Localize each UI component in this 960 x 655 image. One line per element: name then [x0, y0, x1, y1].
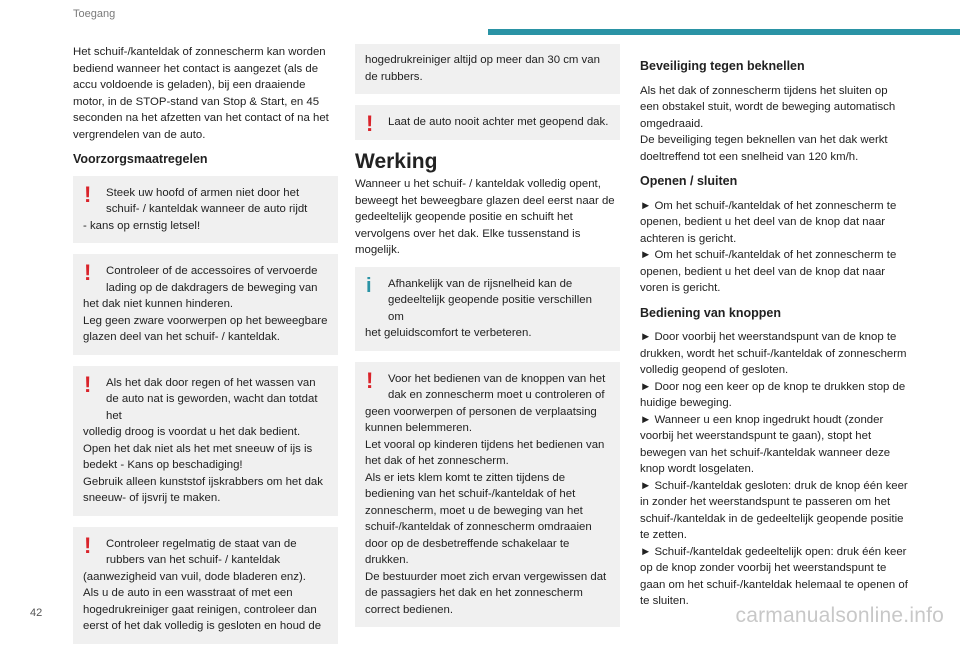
warning-lead: Controleer of de accessoires of vervoerde lading op de dakdragers de beweging van [106, 265, 318, 294]
heading-voorzorgsmaatregelen: Voorzorgsmaatregelen [73, 152, 208, 166]
header-accent-bar [488, 29, 960, 35]
warning-lead: Laat de auto nooit achter met geopend dak. [388, 116, 609, 128]
heading-werking: Werking [355, 149, 438, 173]
exclamation-mark-icon: ! [84, 532, 92, 558]
exclamation-mark-icon: ! [84, 260, 92, 285]
warning-lead: Voor het bedienen van de knoppen van het dak en zonnescherm moet u controleren of [388, 372, 606, 401]
warning-text: hogedrukreiniger altijd op meer dan 30 cm van de rubbers. [365, 54, 600, 83]
column-1 [73, 44, 338, 655]
warning-text: geen voorwerpen of personen de verplaatsing kunnen belemmeren. Let vooral op kinderen tijdens het bedienen van het dak of het zonnescherm. Als er iets klem komt te zitten tijdens de bediening van het schuif-/kanteldak of het zonnescherm, moet u de beweging van het schuif-/kanteldak of zonnescherm omdraaien door op de desbetreffende schakelaar te drukken. De bestuurder moet zich ervan vergewissen dat de passagiers het dak en het zonnescherm correct bedienen. [365, 405, 607, 616]
info-box [355, 267, 620, 351]
exclamation-mark-icon: ! [84, 371, 92, 397]
warning-text: het dak niet kunnen hinderen. Leg geen zware voorwerpen op het beweegbare glazen deel van het schuif- / kanteldak. [83, 298, 328, 343]
exclamation-mark-icon: ! [366, 111, 374, 136]
warning-text: - kans op ernstig letsel! [83, 219, 201, 232]
heading-openen-sluiten: Openen / sluiten [640, 174, 738, 188]
bediening-paragraph: ► Door voorbij het weerstandspunt van de knop te drukken, wordt het schuif-/kanteldak of zonnescherm volledig geopend of gesloten. ► Door nog een keer op de knop te drukken stop de huidige beweging. ► Wanneer u een knop ingedrukt houdt (zonder voorbij het weerstandspunt te gaan), stopt het bewegen van het schuif-/kanteldak wanneer deze knop wordt losgelaten. ► Schuif-/kanteldak gesloten: druk de knop één keer in zonder het weerstandspunt te passeren om het schuif-/kanteldak in de gedeeltelijk geopende positie te zetten. ► Schuif-/kanteldak gedeeltelijk open: druk één keer op de knop zonder voorbij het weerstandspunt te gaan om het schuif-/kanteldak helemaal te openen of te sluiten. [640, 331, 908, 607]
warning-text: (aanwezigheid van vuil, dode bladeren enz). Als u de auto in een wasstraat of met een hogedrukreiniger gaat reinigen, controleer dan eerst of het dak volledig is gesloten en houd de [83, 570, 322, 632]
werking-paragraph: Wanneer u het schuif- / kanteldak volledig opent, beweegt het beweegbare glazen deel eerst naar de gedeeltelijk geopende positie en schuift het vervolgens over het dak. Elke tussenstand is mogelijk. [355, 178, 615, 256]
info-i-icon: i [366, 274, 372, 297]
warning-box [73, 527, 338, 644]
warning-box [73, 254, 338, 355]
page-number: 42 [30, 607, 43, 619]
column-3 [640, 44, 908, 618]
warning-box-continued [355, 44, 620, 94]
warning-lead: Als het dak door regen of het wassen van de auto nat is geworden, wacht dan totdat het [106, 376, 318, 422]
warning-text: volledig droog is voordat u het dak bedient. Open het dak niet als het met sneeuw of ijs is bedekt - Kans op beschadiging! Gebruik alleen kunststof ijskrabbers om het dak sneeuw- of ijsvrij te maken. [83, 426, 323, 504]
warning-box [73, 366, 338, 516]
exclamation-mark-icon: ! [366, 367, 374, 393]
heading-beveiliging: Beveiliging tegen beknellen [640, 59, 805, 73]
intro-paragraph: Het schuif-/kanteldak of zonnescherm kan worden bediend wanneer het contact is aangezet (als de accu voldoende is geladen), bij een draaiende motor, in de STOP-stand van Stop & Start, en 45 seconden na het afzetten van het contact of na het vergrendelen van de auto. [73, 46, 329, 141]
info-lead: Afhankelijk van de rijsnelheid kan de gedeeltelijk geopende positie verschillen om [388, 277, 592, 323]
beveiliging-paragraph: Als het dak of zonnescherm tijdens het sluiten op een obstakel stuit, wordt de beweging automatisch omgedraaid. De beveiliging tegen beknellen van het dak werkt doeltreffend tot een snelheid van 120 km/h. [640, 84, 896, 163]
heading-bediening: Bediening van knoppen [640, 305, 781, 320]
warning-box [73, 176, 338, 244]
section-title: Toegang [73, 8, 116, 20]
watermark: carmanualsonline.info [735, 604, 944, 627]
info-text: het geluidscomfort te verbeteren. [365, 327, 532, 339]
column-2 [355, 44, 620, 638]
warning-box [355, 362, 620, 628]
warning-box [355, 105, 620, 140]
openen-sluiten-paragraph: ► Om het schuif-/kanteldak of het zonnescherm te openen, bedient u het deel van de knop dat naar achteren is gericht. ► Om het schuif-/kanteldak of het zonnescherm te openen, bedient u het deel van de knop dat naar voren is gericht. [640, 199, 897, 294]
exclamation-mark-icon: ! [84, 181, 92, 207]
warning-lead: Steek uw hoofd of armen niet door het schuif- / kanteldak wanneer de auto rijdt [106, 186, 308, 215]
warning-lead: Controleer regelmatig de staat van de rubbers van het schuif- / kanteldak [106, 537, 297, 566]
